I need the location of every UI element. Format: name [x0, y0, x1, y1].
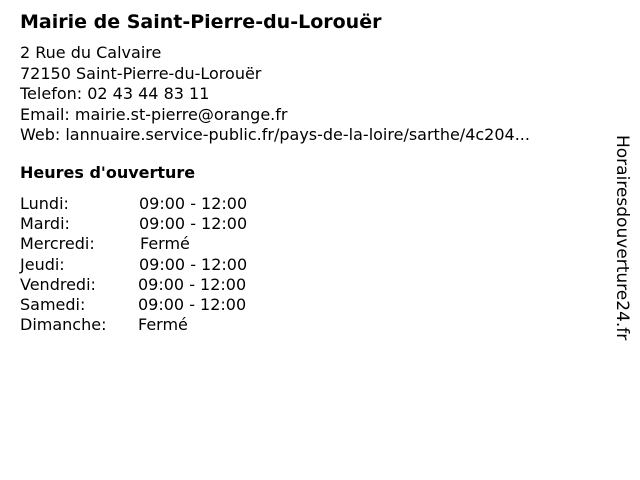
hours-heading: Heures d'ouverture [20, 163, 196, 182]
day-label: Mercredi: [20, 234, 95, 254]
time-value: 09:00 - 12:00 [139, 254, 248, 274]
time-value: 09:00 - 12:00 [138, 294, 247, 314]
web-line: Web: lannuaire.service-public.fr/pays-de-la-loire/sarthe/4c204... [20, 125, 530, 144]
city-address: 72150 Saint-Pierre-du-Lorouër [20, 63, 262, 83]
time-value: Fermé [140, 234, 190, 254]
phone-line: Telefon: 02 43 44 83 11 [20, 84, 210, 103]
time-value: 09:00 - 12:00 [139, 214, 248, 234]
brand-watermark: Horairesdouverture24.fr [612, 135, 632, 341]
time-value: Fermé [138, 315, 188, 335]
day-label: Dimanche: [20, 315, 107, 335]
email-line: Email: mairie.st-pierre@orange.fr [20, 104, 288, 124]
time-value: 09:00 - 12:00 [138, 274, 247, 294]
time-value: 09:00 - 12:00 [139, 194, 248, 213]
day-label: Samedi: [20, 294, 86, 314]
page-title: Mairie de Saint-Pierre-du-Lorouër [20, 11, 382, 33]
contact-block [20, 43, 530, 146]
day-label: Vendredi: [20, 274, 96, 294]
street-address: 2 Rue du Calvaire [20, 43, 162, 62]
day-label: Mardi: [20, 214, 70, 234]
day-label: Jeudi: [20, 254, 65, 274]
day-label: Lundi: [20, 194, 69, 213]
